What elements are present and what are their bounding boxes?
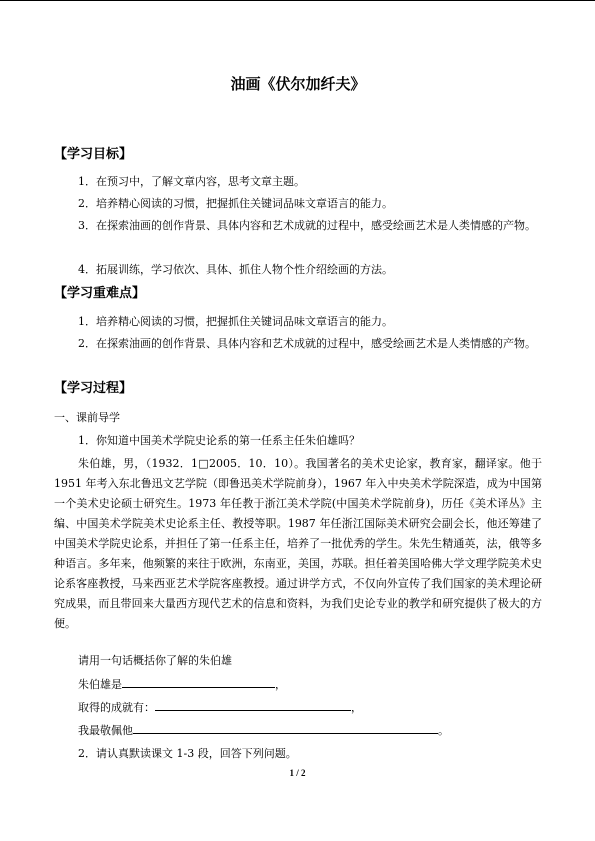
fill-in-admire-end: 。 [438,724,449,737]
fill-in-who-end: ， [275,678,286,691]
goal-item-2: 2．培养精心阅读的习惯，把握抓住关键词品味文章语言的能力。 [78,197,393,210]
zhu-boxiong-biography: 朱伯雄，男，（1932．1□2005．10．10）。我国著名的美术史论家，教育家，翻译家。他于 1951 年考入东北鲁迅文艺学院（即鲁迅美术学院前身），1967 年入中央美术学院深造，成为中国第一个美术史论硕士研究生。1973 年任教于浙江美术学院(中国美术学院前身)，历任《美术译丛》主编、中国美术学院美术史论系主任、教授等职。1987 年任浙江国际美术研究会副会长，他还筹建了中国美术学院史论系，并担任了第一任系主任，培养了一批优秀的学生。朱先生精通英，法，俄等多种语言。多年来，他频繁的来往于欧洲，东南亚，美国，苏联。担任着美国哈佛大学文理学院美术史论系客座教授，马来西亚艺术学院客座教授。通过讲学方式，不仅向外宣传了我们国家的美术理论研究成果，而且带回来大量西方现代艺术的信息和资料，为我们史论专业的教学和研究提供了极大的方便。 [54,457,542,630]
goal-item-1: 1．在预习中，了解文章内容，思考文章主题。 [78,175,305,188]
fill-in-achievements [78,698,362,718]
fill-in-who-label: 朱伯雄是 [78,678,122,691]
fill-in-achievements-label: 取得的成就有： [78,701,155,714]
process-heading: 【学习过程】 [54,381,133,396]
keypoints-heading: 【学习重难点】 [54,286,146,301]
document-title: 油画《伏尔加纤夫》 [230,75,366,93]
summary-prompt: 请用一句话概括你了解的朱伯雄 [78,654,232,667]
question-2: 2．请认真默读课文 1-3 段，回答下列问题。 [78,747,297,760]
goal-item-4: 4．拓展训练，学习依次、具体、抓住人物个性介绍绘画的方法。 [78,263,393,276]
pre-study-label: 一、课前导学 [54,411,120,424]
keypoint-item-2: 2．在探索油画的创作背景、具体内容和艺术成就的过程中，感受绘画艺术是人类情感的产物。 [78,337,536,350]
fill-in-who [78,675,286,695]
page-number: 1 / 2 [289,768,306,778]
fill-in-who-blank[interactable] [122,675,275,688]
goals-heading: 【学习目标】 [54,147,133,162]
fill-in-admire [78,721,449,741]
keypoint-item-1: 1．培养精心阅读的习惯，把握抓住关键词品味文章语言的能力。 [78,315,393,328]
goal-item-3: 3．在探索油画的创作背景、具体内容和艺术成就的过程中，感受绘画艺术是人类情感的产物。 [78,219,536,232]
top-rule [0,0,595,1]
fill-in-admire-blank[interactable] [133,721,438,734]
question-1: 1．你知道中国美术学院史论系的第一任系主任朱伯雄吗？ [78,434,360,447]
fill-in-achievements-blank[interactable] [155,698,351,711]
fill-in-achievements-end: ， [351,701,362,714]
fill-in-admire-label: 我最敬佩他 [78,724,133,737]
